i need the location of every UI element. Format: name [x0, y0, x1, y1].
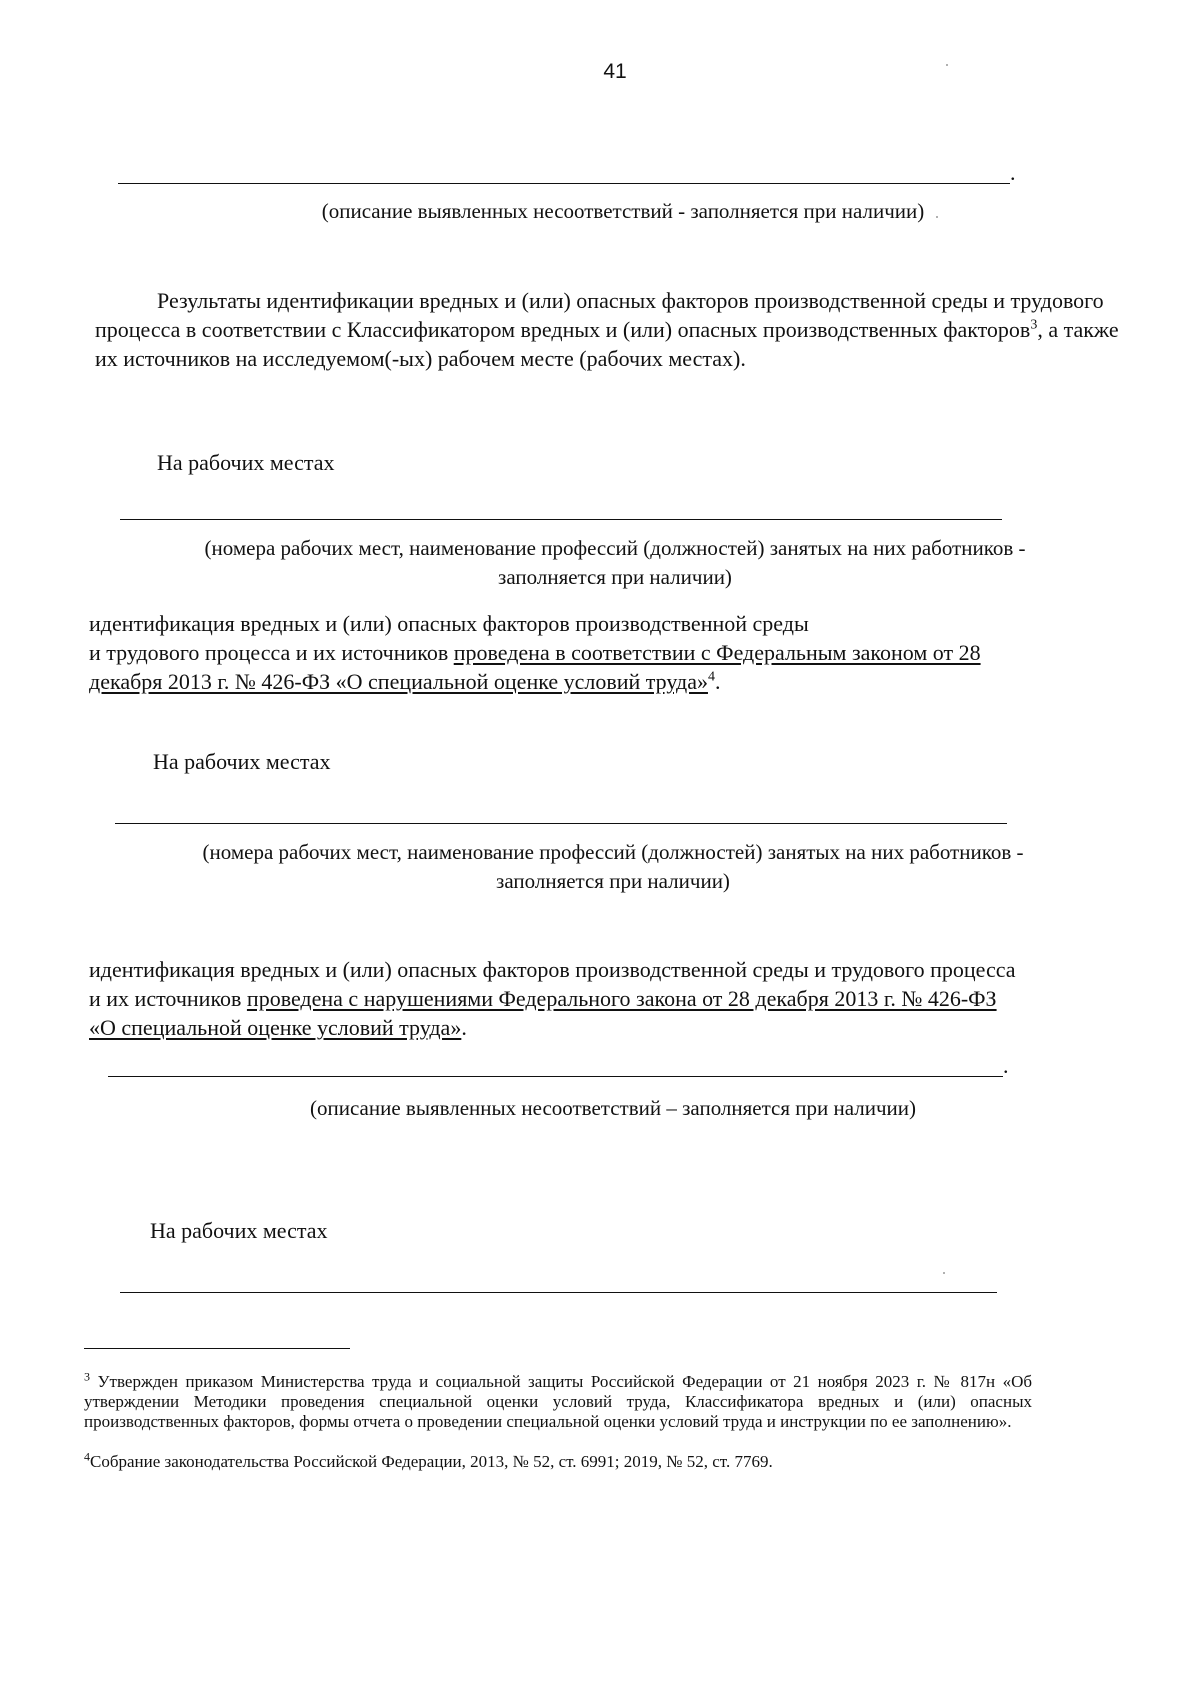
footnote-ref-4: 4: [707, 669, 715, 685]
violations-line-2-plain: и их источников: [89, 986, 247, 1011]
fill-line-workplaces-2: [115, 823, 1007, 824]
compliant-line-3-underlined: декабря 2013 г. № 426-ФЗ «О специальной оценке условий труда»: [89, 669, 708, 694]
caption-mismatch-description-1: (описание выявленных несоответствий - заполняется при наличии): [321, 199, 925, 223]
violations-line-2: [89, 984, 1129, 1013]
results-text-a: Результаты идентификации вредных и (или) опасных факторов производственной среды и трудового процесса в соответствии с Классификатором вредных и (или) опасных производственных факторов: [95, 288, 1104, 342]
violations-line-2-underlined: проведена с нарушениями Федерального закона от 28 декабря 2013 г. № 426-ФЗ: [246, 986, 997, 1011]
footnote-3: [84, 1369, 1033, 1432]
caption-workplaces-2-line-1: (номера рабочих мест, наименование профессий (должностей) занятых на них работников -: [202, 840, 1024, 864]
compliant-line-3: [89, 667, 1119, 696]
violations-end: .: [461, 1015, 467, 1040]
footnote-3-text: Утвержден приказом Министерства труда и социальной защиты Российской Федерации от 21 ноября 2023 г. № 817н «Об утверждении Методики проведения специальной оценки условий труда, Классификатора вредных и (или) опасных производственных факторов, формы отчета о проведении специальной оценки условий труда и инструкции по ее заполнению».: [84, 1372, 1033, 1431]
caption-workplaces-1-line-1: (номера рабочих мест, наименование профессий (должностей) занятых на них работников -: [204, 536, 1026, 560]
page-number: 41: [603, 60, 627, 83]
scan-speck: [943, 1272, 945, 1274]
footnote-ref-3: 3: [1030, 317, 1038, 333]
compliant-end: .: [714, 669, 721, 694]
results-text-b: , а также их источников на исследуемом(-ых) рабочем месте (рабочих местах).: [95, 317, 1119, 371]
violations-line-3: [89, 1013, 1129, 1042]
violations-line-1: идентификация вредных и (или) опасных факторов производственной среды и трудового процесса: [89, 957, 1016, 982]
fill-line-mismatch-1: [118, 183, 1010, 184]
caption-workplaces-2: [108, 838, 1118, 896]
caption-workplaces-1-line-2: заполняется при наличии): [498, 565, 732, 589]
workplaces-label-2: На рабочих местах: [153, 749, 331, 774]
compliant-line-2-plain: и трудового процесса и их источников: [89, 640, 454, 665]
workplaces-label-3: На рабочих местах: [150, 1218, 328, 1243]
fill-line-end-mark-2: .: [1003, 1053, 1009, 1078]
footnote-4-text: Собрание законодательства Российской Федерации, 2013, № 52, ст. 6991; 2019, № 52, ст. 7769.: [90, 1452, 773, 1471]
footnote-4: [84, 1449, 1032, 1472]
compliant-paragraph: [89, 609, 1119, 696]
footnote-separator: [84, 1348, 350, 1349]
fill-line-workplaces-3: [120, 1292, 997, 1293]
compliant-line-2: [89, 638, 1119, 667]
workplaces-label-1: На рабочих местах: [157, 450, 335, 475]
scan-speck: [946, 64, 948, 66]
compliant-line-1: идентификация вредных и (или) опасных факторов производственной среды: [89, 611, 809, 636]
fill-line-mismatch-2: [108, 1076, 1003, 1077]
violations-paragraph: [89, 955, 1129, 1042]
compliant-line-2-underlined: проведена в соответствии с Федеральным законом от 28: [453, 640, 981, 665]
scan-speck: [936, 216, 938, 218]
caption-mismatch-description-2: (описание выявленных несоответствий – заполняется при наличии): [310, 1096, 916, 1120]
footnote-4-mark: 4: [84, 1449, 90, 1464]
caption-workplaces-2-line-2: заполняется при наличии): [496, 869, 730, 893]
caption-workplaces-1: [110, 534, 1120, 592]
fill-line-end-mark: .: [1010, 160, 1016, 185]
violations-line-3-underlined: «О специальной оценке условий труда»: [89, 1015, 462, 1040]
footnote-3-mark: 3: [84, 1369, 90, 1384]
results-paragraph: [95, 286, 1120, 373]
fill-line-workplaces-1: [120, 519, 1002, 520]
